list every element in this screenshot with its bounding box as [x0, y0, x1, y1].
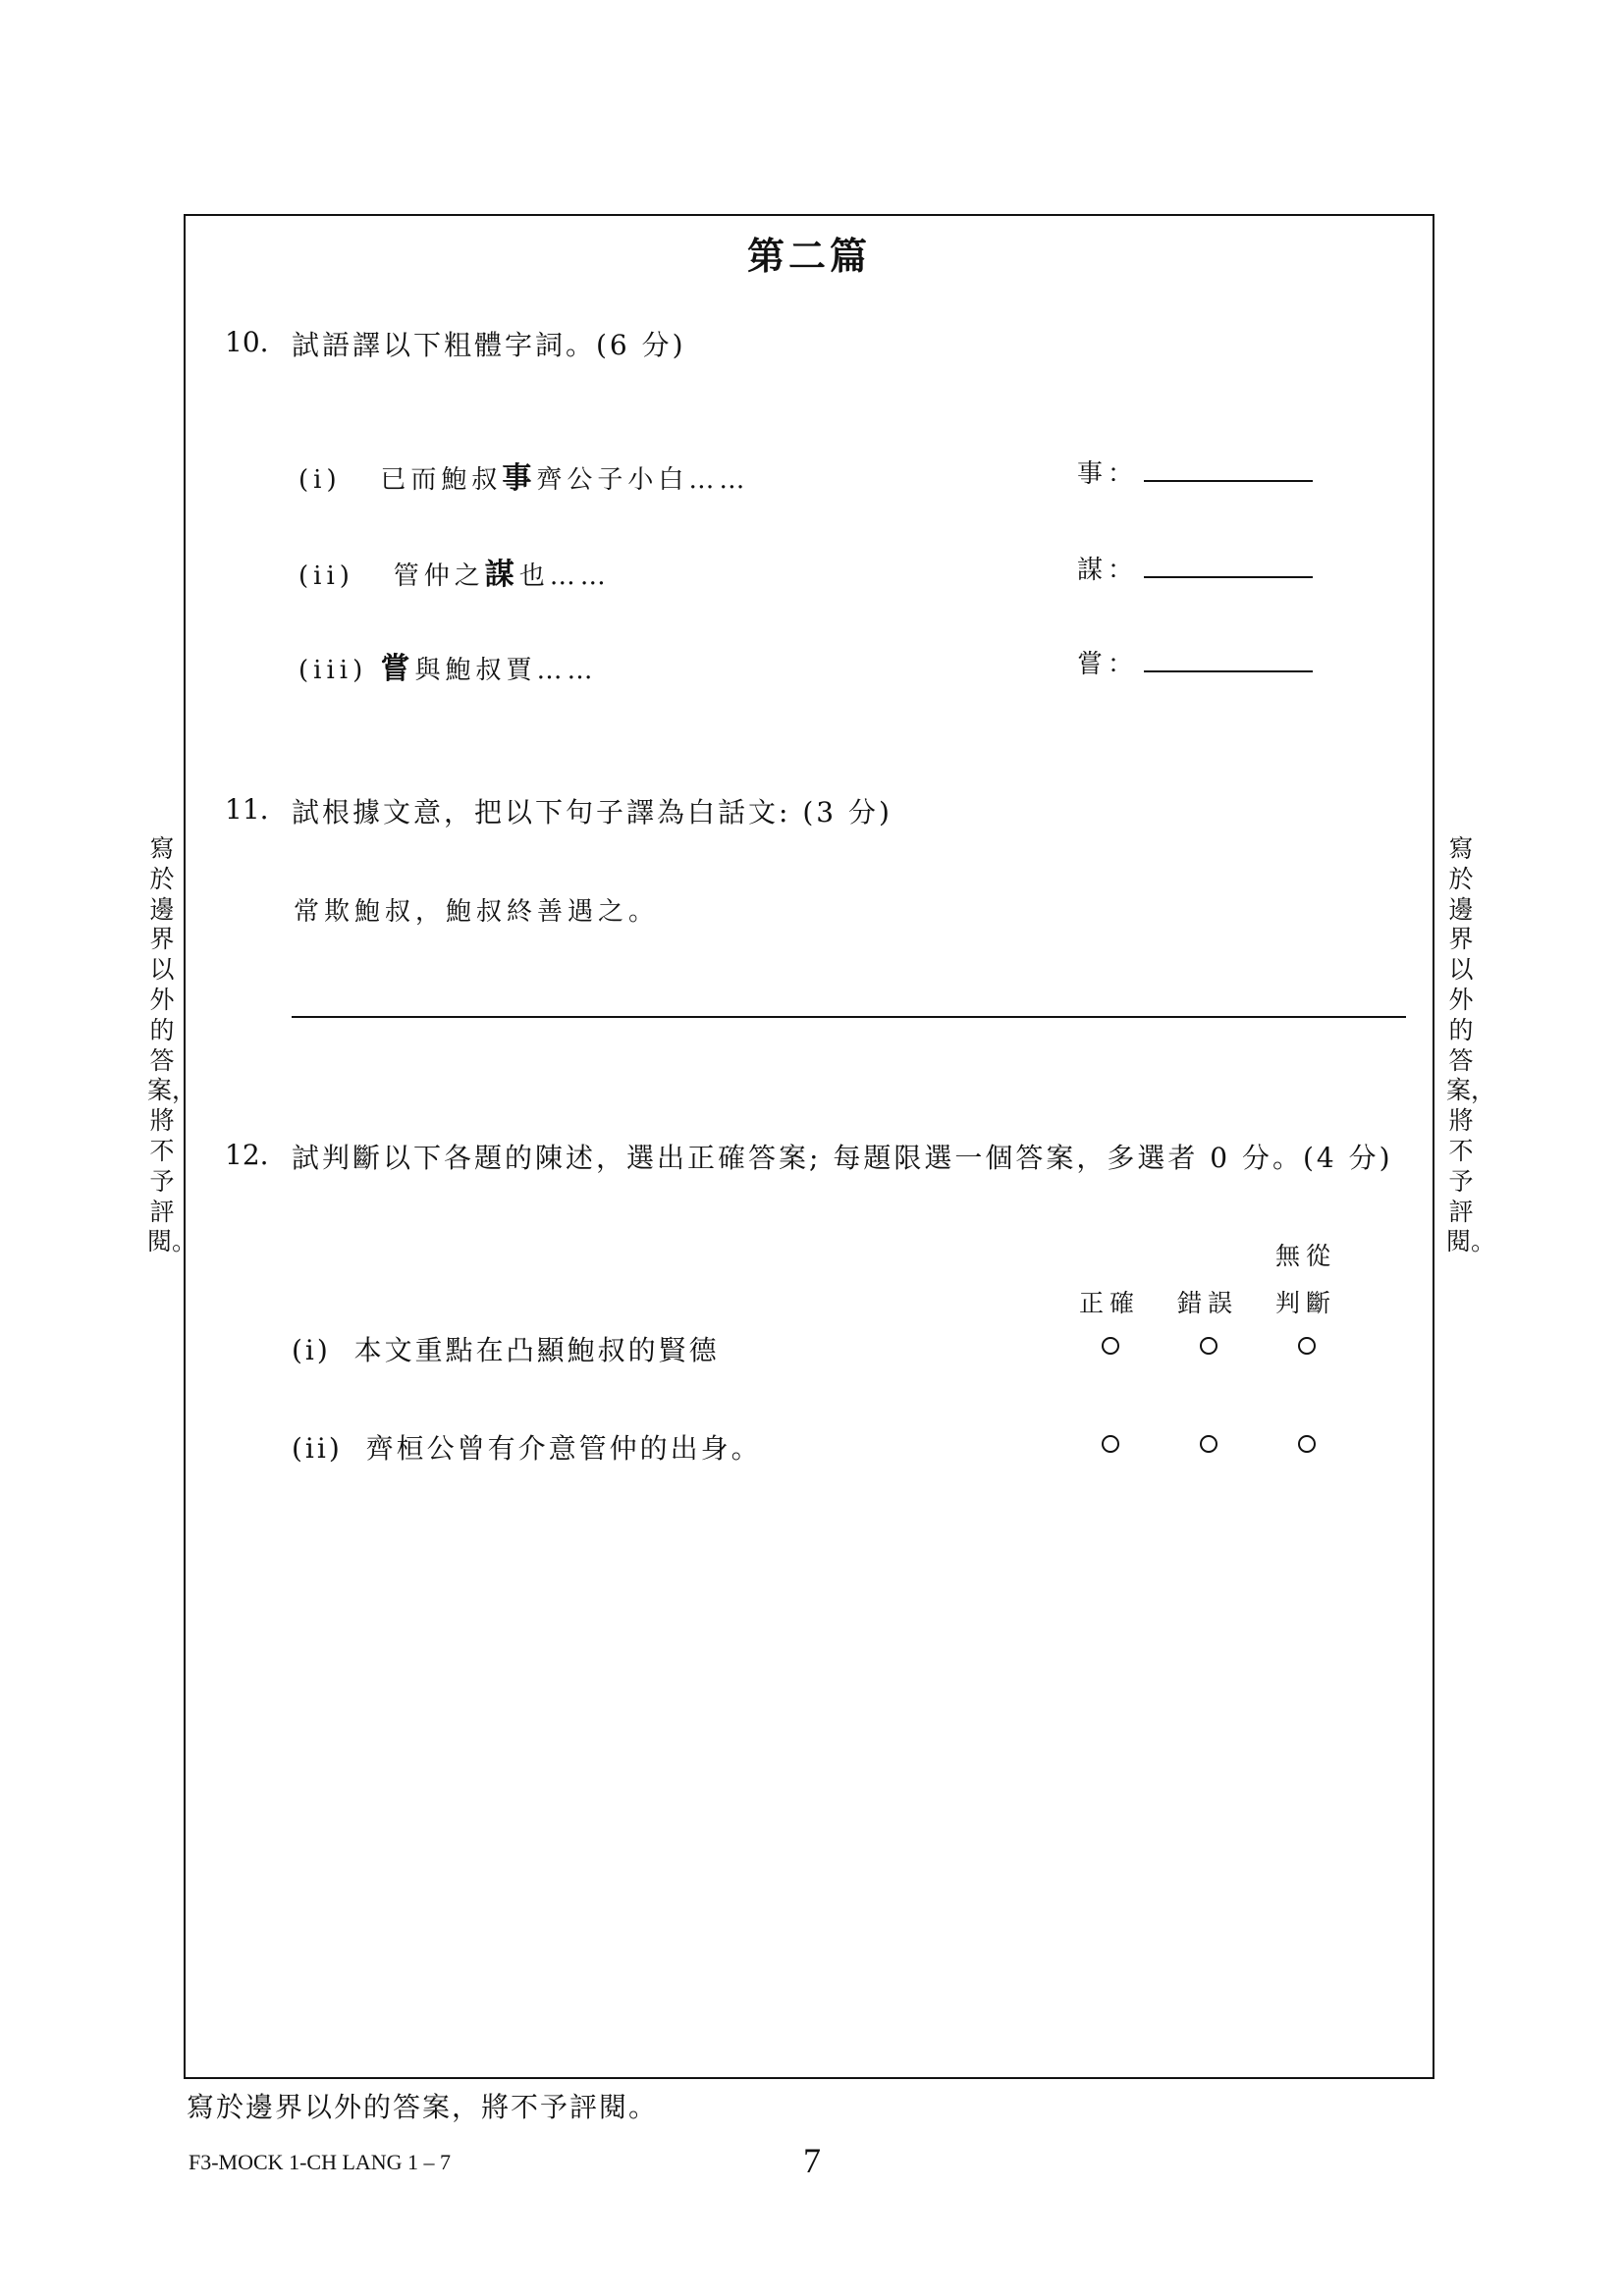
col-undetermined-bottom: 判斷 [1275, 1289, 1337, 1317]
q10-item-2-bold: 謀 [484, 558, 519, 592]
q11-number: 11. [225, 793, 269, 826]
q10-item-1-after: 齊公子小白…… [536, 465, 750, 495]
q12-item-2 [292, 1427, 762, 1467]
q12-item-2-undetermined-radio[interactable] [1298, 1435, 1316, 1453]
answer-frame [184, 214, 1434, 2079]
q10-item-3-label: (iii) [298, 656, 368, 685]
q10-item-2-answer [1077, 550, 1313, 586]
q10-number: 10. [225, 326, 269, 358]
q10-item-2-before: 管仲之 [393, 561, 485, 591]
q10-item-1-bold: 事 [502, 461, 537, 496]
q10-item-2-after: 也…… [518, 561, 611, 591]
right-margin-note: 寫於邊界以外的答案，將不予評閱。 [1446, 834, 1496, 1256]
page-number: 7 [803, 2141, 821, 2180]
q10-item-1-before: 已而鮑叔 [380, 465, 503, 495]
q11-prompt: 試根據文意，把以下句子譯為白話文: (3 分) [292, 796, 893, 828]
q10-item-2-answer-blank[interactable] [1144, 551, 1313, 578]
q10-prompt: 試語譯以下粗體字詞。(6 分) [292, 329, 686, 361]
q10-item-1 [298, 454, 749, 497]
col-wrong: 錯誤 [1177, 1289, 1239, 1317]
paper-code: F3-MOCK 1-CH LANG 1 – 7 [189, 2150, 452, 2174]
left-margin-note: 寫於邊界以外的答案，將不予評閱。 [147, 834, 197, 1256]
q12-item-1 [292, 1329, 720, 1368]
q10-item-2-answer-label: 謀： [1077, 556, 1139, 585]
q12-item-2-correct-radio[interactable] [1102, 1435, 1119, 1453]
q10-item-3 [298, 644, 598, 687]
q12-item-1-label: (i) [292, 1334, 331, 1366]
q10-item-3-bold: 嘗 [380, 652, 415, 686]
q10-item-1-label: (i) [298, 465, 342, 495]
q10-item-3-after: 與鮑叔賈…… [414, 656, 598, 685]
q12-prompt: 試判斷以下各題的陳述，選出正確答案; 每題限選一個答案，多選者 0 分。(4 分) [292, 1142, 1393, 1174]
q12-item-2-label: (ii) [292, 1432, 343, 1465]
q12-item-2-wrong-radio[interactable] [1200, 1435, 1217, 1453]
q10-item-1-answer-blank[interactable] [1144, 454, 1313, 482]
q12-item-1-wrong-radio[interactable] [1200, 1337, 1217, 1355]
q12-item-1-correct-radio[interactable] [1102, 1337, 1119, 1355]
footer-note: 寫於邊界以外的答案，將不予評閱。 [187, 2091, 659, 2123]
section-title: 第二篇 [746, 234, 871, 278]
q10-item-2-label: (ii) [298, 561, 354, 591]
q10-item-2 [298, 550, 611, 593]
q10-item-3-answer [1077, 644, 1313, 680]
q10-item-1-answer [1077, 454, 1313, 490]
q11-sentence: 常欺鮑叔，鮑叔終善遇之。 [294, 897, 660, 927]
col-correct: 正確 [1079, 1289, 1141, 1317]
q12-item-2-text: 齊桓公曾有介意管仲的出身。 [365, 1432, 762, 1465]
q12-item-1-undetermined-radio[interactable] [1298, 1337, 1316, 1355]
q12-number: 12. [225, 1139, 269, 1171]
q10-item-3-answer-blank[interactable] [1144, 645, 1313, 672]
q11-answer-line[interactable] [292, 1016, 1406, 1018]
q10-item-1-answer-label: 事： [1077, 459, 1139, 489]
col-undetermined-top: 無從 [1275, 1242, 1337, 1270]
q10-item-3-answer-label: 嘗： [1077, 650, 1139, 679]
q12-item-1-text: 本文重點在凸顯鮑叔的賢德 [353, 1334, 720, 1366]
